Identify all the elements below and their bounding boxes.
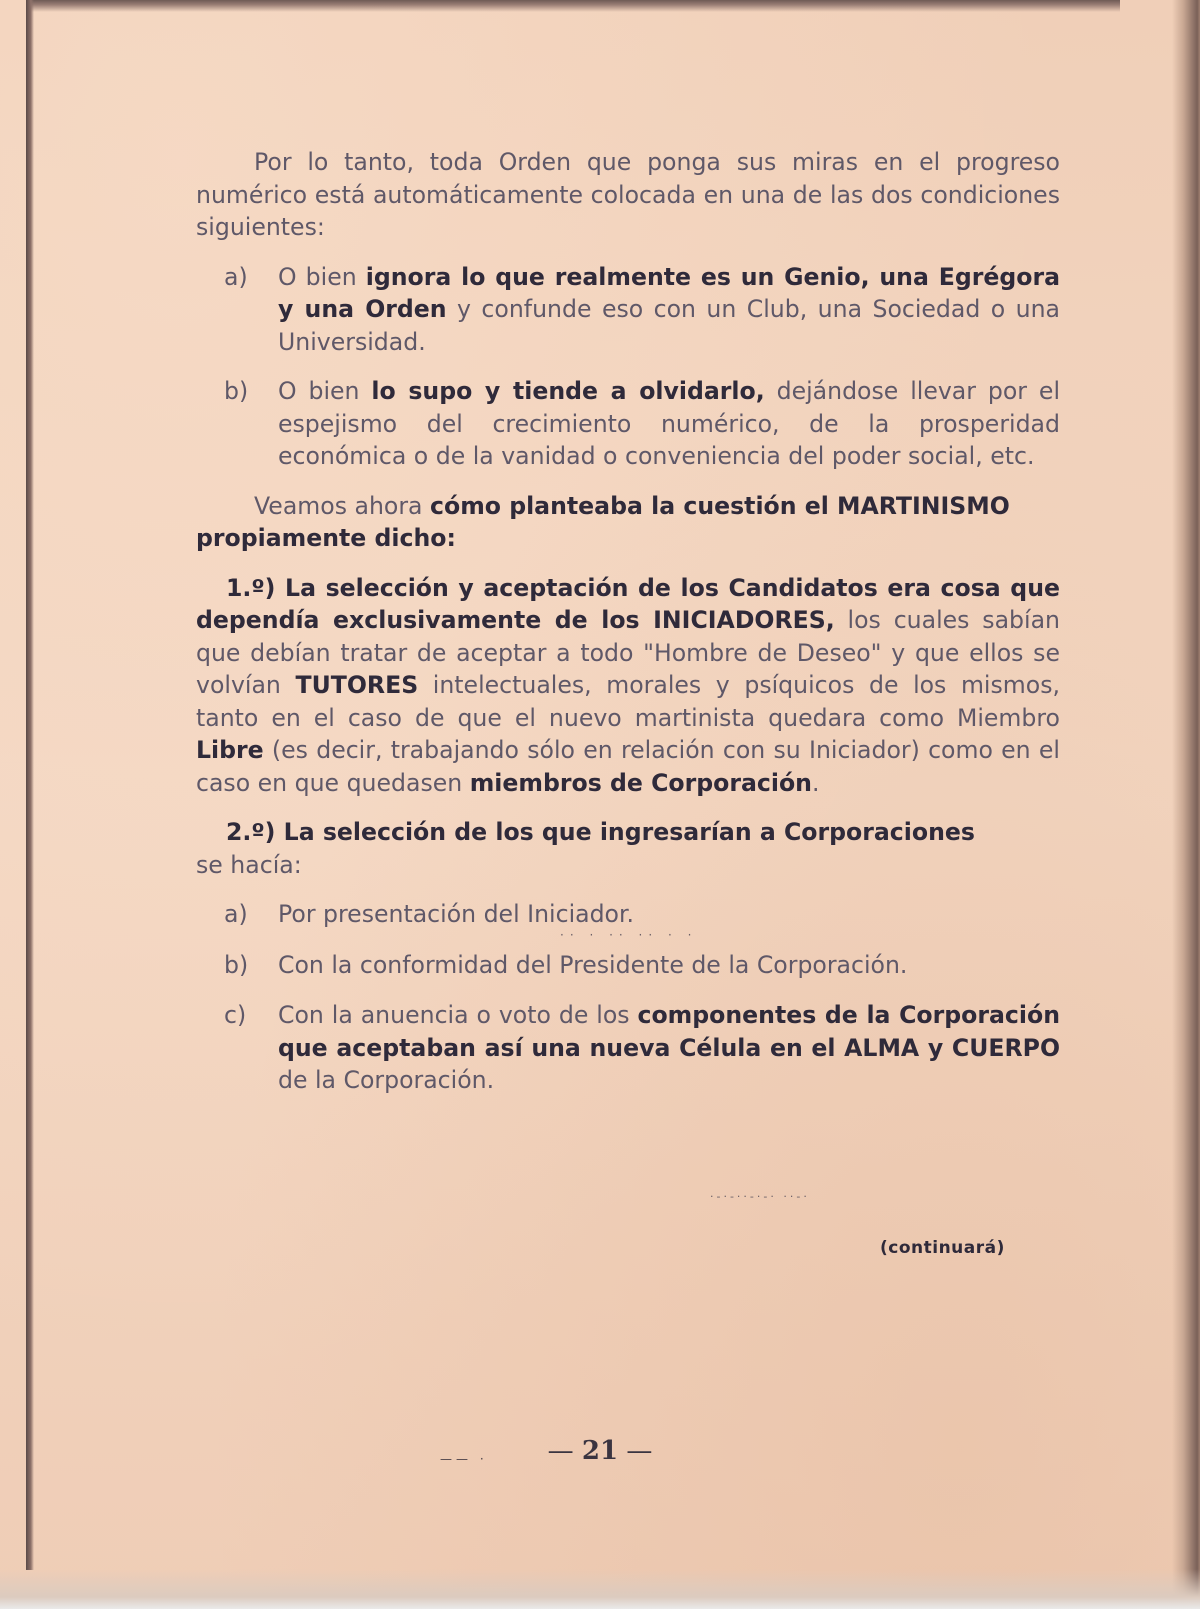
selection-item-c-marker: c) — [224, 1001, 247, 1029]
point-1-bold-e: Libre — [196, 736, 264, 764]
page-number: 21 — [581, 1436, 619, 1466]
page-number-dash-right: — — [618, 1436, 653, 1466]
selection-item-c-post: de la Corporación. — [278, 1066, 495, 1094]
condition-b-post: dejándose llevar por el espejismo del crecimiento numérico, de la prosperidad económica o de la vanidad o conveniencia del poder social, etc. — [278, 377, 1060, 470]
page-edge-left — [26, 0, 34, 1570]
condition-b-marker: b) — [224, 377, 249, 405]
martinismo-bold-2: propiamente dicho: — [196, 524, 456, 552]
martinismo-paragraph — [196, 490, 1060, 555]
page-edge-right — [1172, 0, 1200, 1609]
selection-item-a-marker: a) — [224, 900, 248, 928]
selection-item-a — [196, 898, 1060, 931]
condition-a-pre: O bien — [278, 262, 366, 291]
page-edge-top — [30, 0, 1120, 12]
condition-a-marker: a) — [224, 262, 248, 291]
selection-item-b-text: Con la conformidad del Presidente de la Corporación. — [278, 950, 908, 979]
point-2-paragraph — [196, 816, 1060, 881]
body-text — [196, 146, 1060, 1114]
print-specks-2: ·-·-··-·-· ··-· — [710, 1190, 810, 1203]
condition-b — [196, 375, 1060, 473]
selection-item-b-marker: b) — [224, 950, 249, 979]
condition-a-post: y confunde eso con un Club, una Sociedad o una Universidad. — [278, 295, 1061, 356]
intro-paragraph: Por lo tanto, toda Orden que ponga sus miras en el progreso numérico está automáticamente colocada en una de las dos condiciones siguientes: — [196, 148, 1060, 241]
point-1-bold-c: TUTORES — [295, 671, 419, 699]
selection-item-a-text: Por presentación del Iniciador. — [278, 900, 635, 928]
page-edge-bottom — [0, 1569, 1200, 1609]
point-1-bold-a: 1.º) La selección y aceptación de los Candidatos era cosa que dependía exclusivamente de los INICIADORES, — [196, 573, 1060, 634]
point-1-text-b: los cuales sabían que debían tratar de aceptar a todo "Hombre de Deseo" y que ellos se volvían — [196, 606, 1060, 699]
point-1-paragraph — [196, 572, 1060, 800]
print-specks: ·· · ·· ·· · · — [560, 928, 698, 942]
condition-b-pre: O bien — [278, 377, 372, 405]
selection-item-c-pre: Con la anuencia o voto de los — [278, 1001, 638, 1029]
martinismo-bold-1: cómo planteaba la cuestión el MARTINISMO — [430, 491, 1010, 520]
condition-a — [196, 261, 1060, 359]
point-2-bold: 2.º) La selección de los que ingresarían a Corporaciones — [226, 818, 975, 846]
page-number-line — [0, 1436, 1200, 1466]
selection-item-b — [196, 949, 1060, 982]
selection-item-c — [196, 999, 1060, 1097]
point-1-text-h: . — [811, 768, 820, 797]
continues-note: (continuará) — [880, 1238, 1005, 1258]
point-2-text: se hacía: — [196, 850, 302, 879]
point-1-text-f: (es decir, trabajando sólo en relación con su Iniciador) como en el caso en que quedasen — [196, 736, 1060, 797]
condition-b-bold: lo supo y tiende a olvidarlo, — [371, 377, 765, 405]
print-specks-3: —— · — [440, 1452, 488, 1466]
point-1-text-d: intelectuales, morales y psíquicos de los mismos, tanto en el caso de que el nuevo martinista quedara como Miembro — [196, 671, 1060, 732]
martinismo-pre: Veamos ahora — [254, 491, 430, 520]
selection-item-c-bold: componentes de la Corporación que aceptaban así una nueva Célula en el ALMA y CUERPO — [278, 1001, 1060, 1062]
point-1-bold-g: miembros de Corporación — [469, 768, 812, 797]
page-number-dash-left: — — [547, 1436, 582, 1466]
condition-a-bold: ignora lo que realmente es un Genio, una Egrégora y una Orden — [278, 262, 1061, 323]
